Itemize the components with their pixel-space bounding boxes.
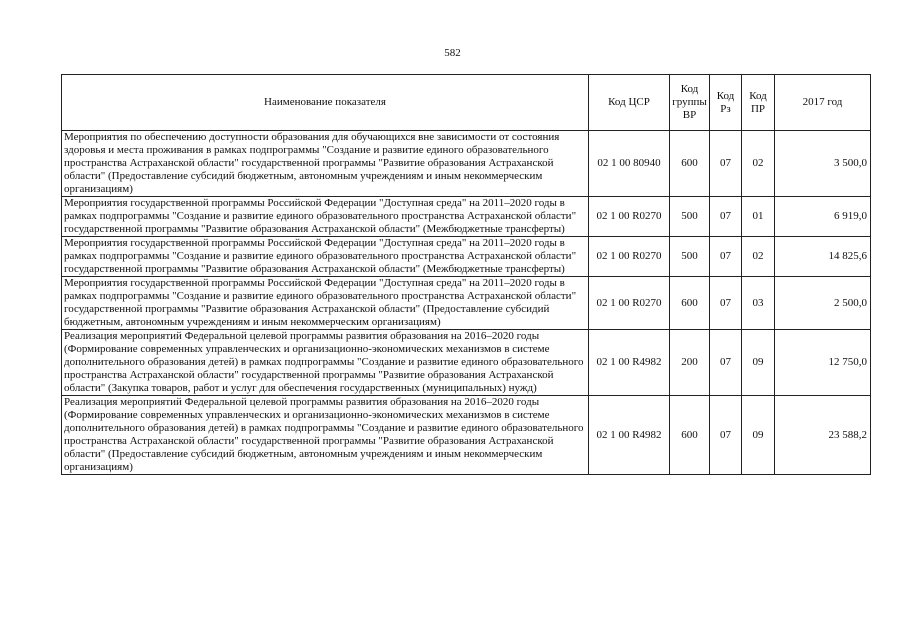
table-row: [62, 131, 871, 197]
row-amount: 3 500,0: [775, 131, 871, 197]
row-pr: 02: [742, 131, 775, 197]
header-year: 2017 год: [775, 75, 871, 131]
header-rz: Код Рз: [710, 75, 742, 131]
row-amount: 14 825,6: [775, 237, 871, 277]
row-name: Мероприятия государственной программы Российской Федерации "Доступная среда" на 2011–2020 годы в рамках подпрограммы "Создание и развитие единого образовательного пространства Астраханской области" государственной программы "Развитие образования Астраханской области" (Межбюджетные трансферты): [62, 237, 589, 277]
budget-table: [61, 74, 871, 475]
row-csr: 02 1 00 R4982: [589, 396, 670, 475]
row-amount: 6 919,0: [775, 197, 871, 237]
row-vr: 500: [670, 197, 710, 237]
row-rz: 07: [710, 131, 742, 197]
row-csr: 02 1 00 80940: [589, 131, 670, 197]
row-pr: 09: [742, 330, 775, 396]
row-rz: 07: [710, 197, 742, 237]
table-row: [62, 197, 871, 237]
row-csr: 02 1 00 R0270: [589, 277, 670, 330]
row-pr: 01: [742, 197, 775, 237]
table-header-row: [62, 75, 871, 131]
row-rz: 07: [710, 237, 742, 277]
header-name: Наименование показателя: [62, 75, 589, 131]
row-name: Реализация мероприятий Федеральной целевой программы развития образования на 2016–2020 годы (Формирование современных управленческих и организационно-экономических механизмов в системе дополнительного образования детей) в рамках подпрограммы "Создание и развитие единого образовательного пространства Астраханской области" государственной программы "Развитие образования Астраханской области" (Предоставление субсидий бюджетным, автономным учреждениям и иным некоммерческим организациям): [62, 396, 589, 475]
page-number: 582: [444, 47, 461, 59]
table-row: [62, 237, 871, 277]
row-pr: 09: [742, 396, 775, 475]
row-vr: 600: [670, 277, 710, 330]
row-amount: 12 750,0: [775, 330, 871, 396]
header-pr: Код ПР: [742, 75, 775, 131]
row-rz: 07: [710, 277, 742, 330]
table-row: [62, 396, 871, 475]
row-csr: 02 1 00 R0270: [589, 197, 670, 237]
row-name: Реализация мероприятий Федеральной целевой программы развития образования на 2016–2020 годы (Формирование современных управленческих и организационно-экономических механизмов в системе дополнительного образования детей) в рамках подпрограммы "Создание и развитие единого образовательного пространства Астраханской области" государственной программы "Развитие образования Астраханской области" (Закупка товаров, работ и услуг для обеспечения государственных (муниципальных) нужд): [62, 330, 589, 396]
table-row: [62, 330, 871, 396]
row-name: Мероприятия государственной программы Российской Федерации "Доступная среда" на 2011–2020 годы в рамках подпрограммы "Создание и развитие единого образовательного пространства Астраханской области" государственной программы "Развитие образования Астраханской области" (Предоставление субсидий бюджетным, автономным учреждениям и иным некоммерческим организациям): [62, 277, 589, 330]
row-amount: 2 500,0: [775, 277, 871, 330]
header-csr: Код ЦСР: [589, 75, 670, 131]
row-pr: 03: [742, 277, 775, 330]
row-rz: 07: [710, 396, 742, 475]
row-vr: 200: [670, 330, 710, 396]
row-pr: 02: [742, 237, 775, 277]
row-vr: 600: [670, 131, 710, 197]
table-row: [62, 277, 871, 330]
row-rz: 07: [710, 330, 742, 396]
row-amount: 23 588,2: [775, 396, 871, 475]
row-name: Мероприятия государственной программы Российской Федерации "Доступная среда" на 2011–2020 годы в рамках подпрограммы "Создание и развитие единого образовательного пространства Астраханской области" государственной программы "Развитие образования Астраханской области" (Межбюджетные трансферты): [62, 197, 589, 237]
row-csr: 02 1 00 R0270: [589, 237, 670, 277]
row-vr: 600: [670, 396, 710, 475]
row-name: Мероприятия по обеспечению доступности образования для обучающихся вне зависимости от состояния здоровья и места проживания в рамках подпрограммы "Создание и развитие единого образовательного пространства Астраханской области" государственной программы "Развитие образования Астраханской области" (Предоставление субсидий бюджетным, автономным учреждениям и иным некоммерческим организациям): [62, 131, 589, 197]
row-vr: 500: [670, 237, 710, 277]
header-vr: Код группы ВР: [670, 75, 710, 131]
row-csr: 02 1 00 R4982: [589, 330, 670, 396]
